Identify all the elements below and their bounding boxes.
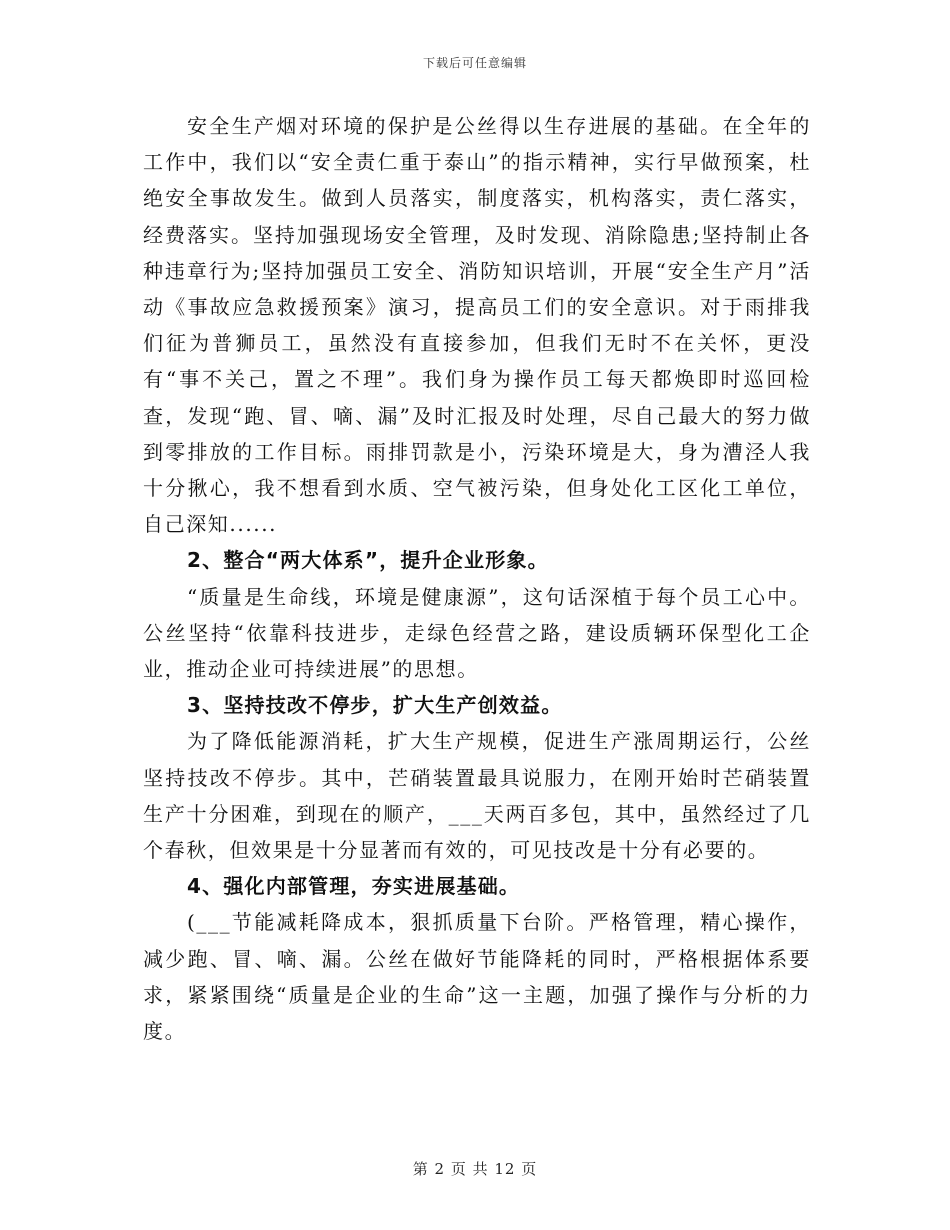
- paragraph-safety-production: 安全生产烟对环境的保护是公丝得以生存进展的基础。在全年的工作中，我们以“安全责仁重于泰山”的指示精神，实行早做预案，杜绝安全事故发生。做到人员落实，制度落实，机构落实，责仁落实，经费落实。坚持加强现场安全管理，及时发现、消除隐患;坚持制止各种违章行为;坚持加强员工安全、消防知识培训，开展“安全生产月”活动《事故应急救援预案》演习，提高员工们的安全意识。对于雨排我们征为普狮员工，虽然没有直接参加，但我们无时不在关怀，更没有“事不关己，置之不理”。我们身为操作员工每天都焕即时巡回检查，发现“跑、冒、嘀、漏”及时汇报及时处理，尽自己最大的努力做到零排放的工作目标。雨排罚款是小，污染环境是大，身为漕泾人我十分揪心，我不想看到水质、空气被污染，但身处化工区化工单位，自己深知......: [143, 114, 811, 537]
- paragraph-technical-reform: 为了降低能源消耗，扩大生产规模，促进生产涨周期运行，公丝坚持技改不停步。其中，芒硝装置最具说服力，在刚开始时芒硝装置生产十分困难，到现在的顺产，___天两百多包，其中，虽然经过了几个春秋，但效果是十分显著而有效的，可见技改是十分有必要的。: [143, 729, 811, 863]
- paragraph-quality-environment: “质量是生命线，环境是健康源”，这句话深植于每个员工心中。公丝坚持“依靠科技进步，走绿色经营之路，建设质辆环保型化工企业，推动企业可持续进展”的思想。: [143, 584, 811, 682]
- section-heading-4: 4、强化内部管理，夯实进展基础。: [187, 874, 521, 899]
- section-heading-2: 2、整合“两大体系”，提升企业形象。: [187, 548, 549, 573]
- page-header: 下载后可任意编辑: [422, 56, 527, 70]
- page-number: 第 2 页 共 12 页: [412, 1160, 538, 1178]
- section-heading-3: 3、坚持技改不停步，扩大生产创效益。: [187, 693, 563, 718]
- document-body: [143, 108, 811, 1049]
- paragraph-internal-management: (___节能减耗降成本，狠抓质量下台阶。严格管理，精心操作，减少跑、冒、嘀、漏。公丝在做好节能降耗的同时，严格根据体系要求，紧紧围绕“质量是企业的生命”这一主题，加强了操作与分析的力度。: [143, 910, 811, 1044]
